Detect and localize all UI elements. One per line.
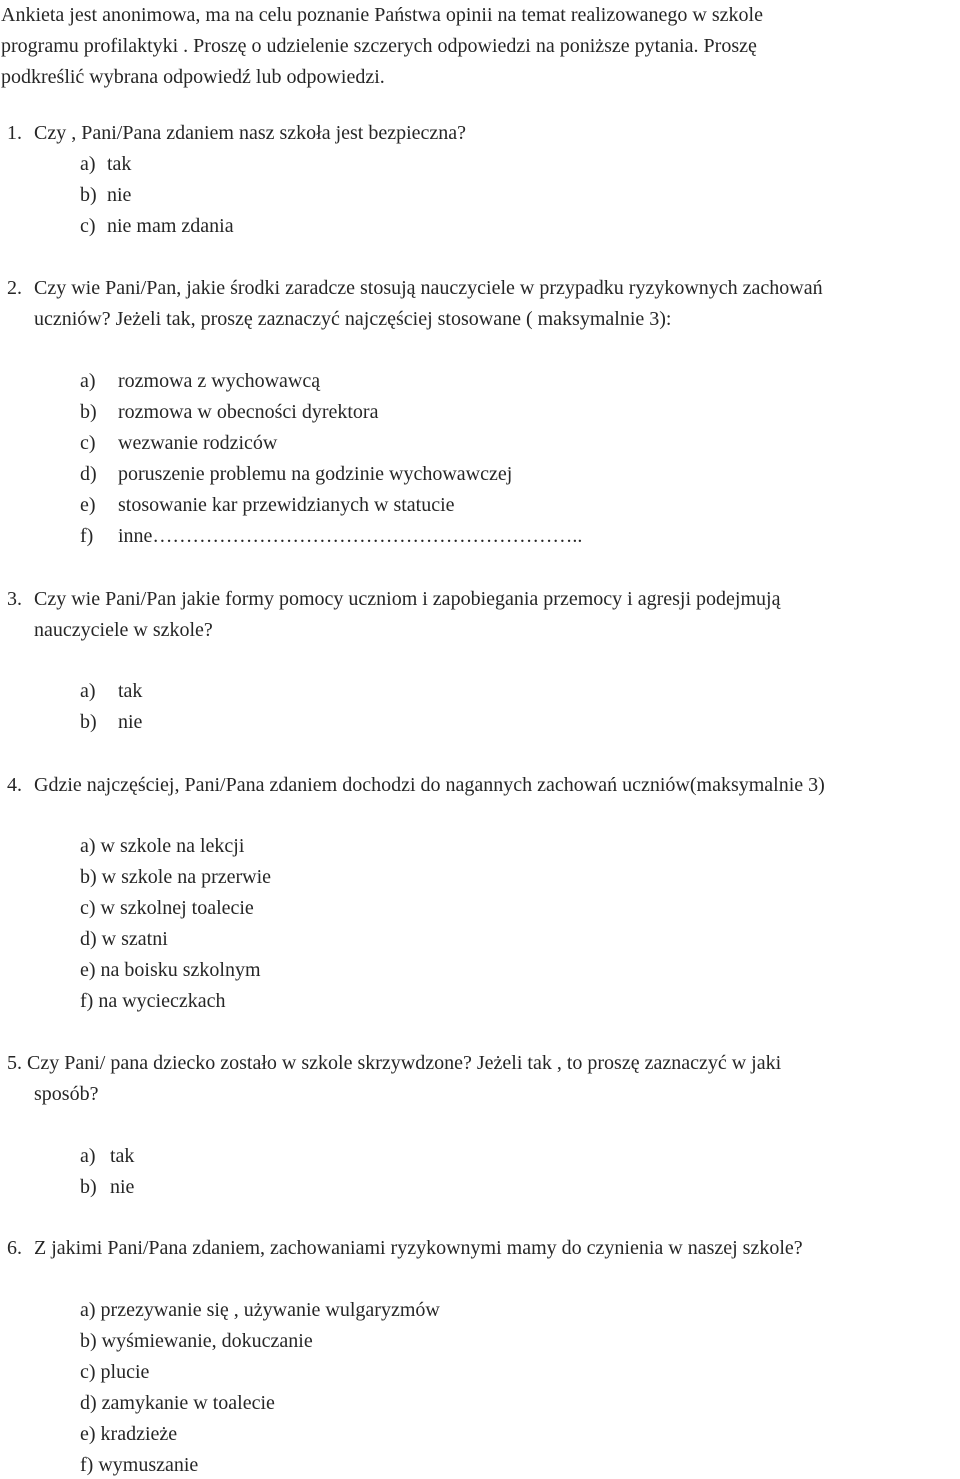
answer-item: a) przezywanie się , używanie wulgaryzmów: [80, 1299, 440, 1321]
question-2-text-line-1: Czy wie Pani/Pan, jakie środki zaradcze stosują nauczyciele w przypadku ryzykownych zachowań: [34, 277, 823, 299]
question-4-text: Gdzie najczęściej, Pani/Pana zdaniem dochodzi do nagannych zachowań uczniów(maksymalnie 3): [34, 774, 825, 796]
answer-text: stosowanie kar przewidzianych w statucie: [118, 494, 455, 516]
answer-item: e) kradzieże: [80, 1423, 178, 1445]
answer-text: poruszenie problemu na godzinie wychowawczej: [118, 463, 513, 485]
question-5-text-line-2: sposób?: [34, 1083, 99, 1105]
answer-item: d) w szatni: [80, 928, 168, 950]
answer-text: tak: [107, 153, 132, 175]
answer-letter: b): [80, 711, 97, 733]
answer-text-other: inne………………………………………………………..: [118, 525, 583, 547]
question-1-text: Czy , Pani/Pana zdaniem nasz szkoła jest bezpieczna?: [34, 122, 467, 144]
answer-item: d) zamykanie w toalecie: [80, 1392, 275, 1414]
question-number: 3.: [7, 588, 22, 610]
answer-letter: f): [80, 525, 94, 547]
answer-item: a) w szkole na lekcji: [80, 835, 245, 857]
answer-text: rozmowa w obecności dyrektora: [118, 401, 379, 423]
question-5-text-line-1: 5. Czy Pani/ pana dziecko zostało w szkole skrzywdzone? Jeżeli tak , to proszę zaznaczyć w jaki: [7, 1052, 782, 1074]
answer-letter: b): [80, 184, 97, 206]
answer-text: nie mam zdania: [107, 215, 234, 237]
answer-text: nie: [107, 184, 132, 206]
answer-item: e) na boisku szkolnym: [80, 959, 261, 981]
answer-item: f) na wycieczkach: [80, 990, 226, 1012]
intro-line-1: Ankieta jest anonimowa, ma na celu poznanie Państwa opinii na temat realizowanego w szkole: [1, 4, 763, 26]
question-2-text-line-2: uczniów? Jeżeli tak, proszę zaznaczyć najczęściej stosowane ( maksymalnie 3):: [34, 308, 672, 330]
answer-item: c) w szkolnej toalecie: [80, 897, 254, 919]
answer-text: tak: [118, 680, 143, 702]
answer-letter: a): [80, 370, 96, 392]
answer-text: wezwanie rodziców: [118, 432, 278, 454]
intro-line-2: programu profilaktyki . Proszę o udzielenie szczerych odpowiedzi na poniższe pytania. Proszę: [1, 35, 757, 57]
question-number: 4.: [7, 774, 22, 796]
answer-text: nie: [110, 1176, 135, 1198]
answer-letter: d): [80, 463, 97, 485]
answer-letter: a): [80, 153, 96, 175]
answer-item: f) wymuszanie: [80, 1454, 199, 1476]
intro-line-3: podkreślić wybrana odpowiedź lub odpowiedzi.: [1, 66, 385, 88]
answer-item: b) w szkole na przerwie: [80, 866, 272, 888]
question-6-text: Z jakimi Pani/Pana zdaniem, zachowaniami ryzykownymi mamy do czynienia w naszej szkole?: [34, 1237, 803, 1259]
answer-letter: e): [80, 494, 96, 516]
question-number: 6.: [7, 1237, 22, 1259]
answer-letter: c): [80, 215, 96, 237]
answer-letter: b): [80, 401, 97, 423]
answer-letter: a): [80, 680, 96, 702]
answer-text: rozmowa z wychowawcą: [118, 370, 321, 392]
answer-letter: b): [80, 1176, 97, 1198]
question-number: 1.: [7, 122, 22, 144]
answer-text: nie: [118, 711, 143, 733]
question-3-text-line-1: Czy wie Pani/Pan jakie formy pomocy uczniom i zapobiegania przemocy i agresji podejmują: [34, 588, 781, 610]
answer-text: tak: [110, 1145, 135, 1167]
answer-item: c) plucie: [80, 1361, 150, 1383]
answer-letter: a): [80, 1145, 96, 1167]
question-number: 2.: [7, 277, 22, 299]
question-3-text-line-2: nauczyciele w szkole?: [34, 619, 213, 641]
answer-item: b) wyśmiewanie, dokuczanie: [80, 1330, 313, 1352]
answer-letter: c): [80, 432, 96, 454]
